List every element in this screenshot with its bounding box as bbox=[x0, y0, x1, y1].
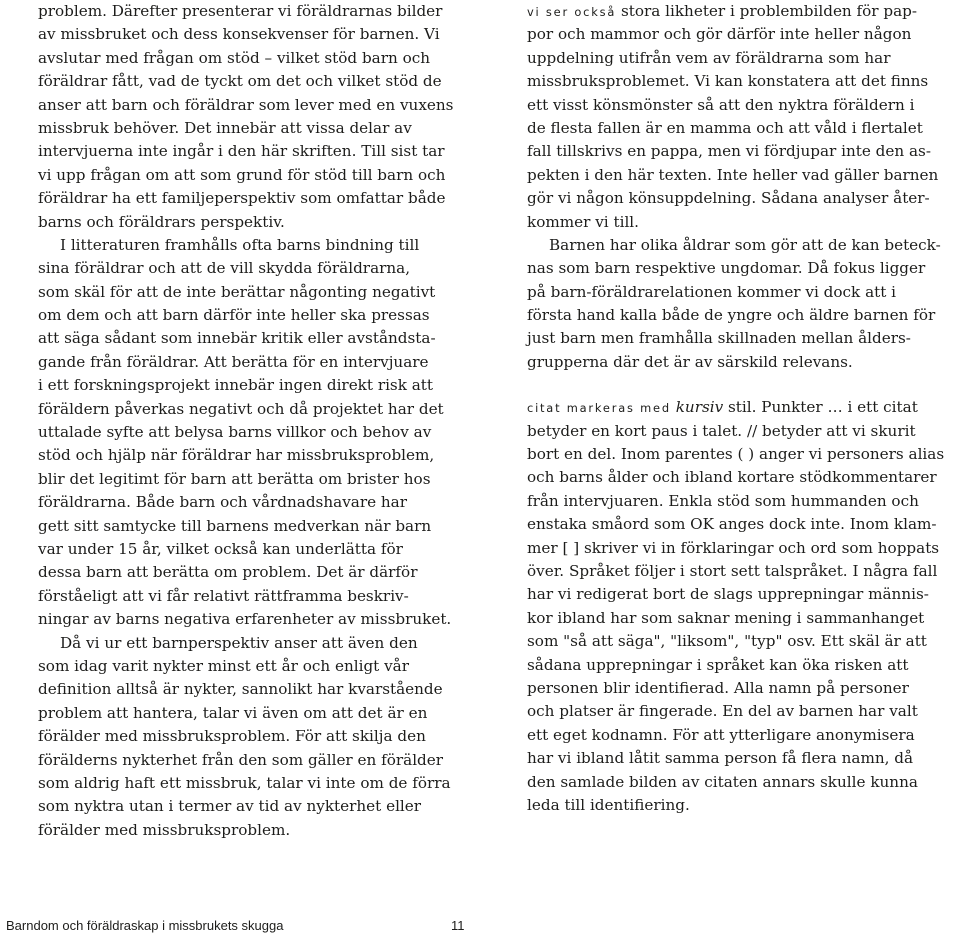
text-line: den samlade bilden av citaten annars skulle kunna bbox=[527, 772, 918, 791]
text-line: kor ibland har som saknar mening i sammanhanget bbox=[527, 608, 925, 627]
small-caps-lead: citat markeras med bbox=[527, 401, 671, 416]
text-line: missbruk behöver. Det innebär att vissa delar av bbox=[38, 118, 412, 137]
right-column bbox=[527, 0, 957, 817]
text-line: som idag varit nykter minst ett år och enligt vår bbox=[38, 656, 409, 675]
text-line: betyder en kort paus i talet. // betyder att vi skurit bbox=[527, 421, 916, 440]
paragraph-gap bbox=[527, 374, 957, 396]
text-line: definition alltså är nykter, sannolikt har kvarstående bbox=[38, 680, 443, 699]
text-line: har vi ibland låtit samma person få flera namn, då bbox=[527, 749, 914, 768]
text-line: Barnen har olika åldrar som gör att de kan beteck- bbox=[549, 235, 941, 254]
text-line: barns och föräldrars perspektiv. bbox=[38, 212, 285, 231]
text-line: gande från föräldrar. Att berätta för en intervjuare bbox=[38, 352, 429, 371]
text-line: har vi redigerat bort de slags upprepningar männis- bbox=[527, 585, 929, 604]
text-line: kommer vi till. bbox=[527, 212, 639, 231]
text-line: föräldrarna. Både barn och vårdnadshavare har bbox=[38, 493, 407, 512]
text-line: problem att hantera, talar vi även om att det är en bbox=[38, 703, 428, 722]
text-line: förälderns nykterhet från den som gäller en förälder bbox=[38, 750, 444, 769]
text-line: ett visst könsmönster så att den nyktra föräldern i bbox=[527, 95, 915, 114]
text-line: i ett forskningsprojekt innebär ingen direkt risk att bbox=[38, 376, 434, 395]
text-line: enstaka småord som OK anges dock inte. Inom klam- bbox=[527, 515, 937, 534]
text-line: gör vi någon könsuppdelning. Sådana analyser åter- bbox=[527, 189, 930, 208]
text-line: som skäl för att de inte berättar någonting negativt bbox=[38, 282, 436, 301]
text-line: Då vi ur ett barnperspektiv anser att även den bbox=[60, 633, 418, 652]
small-caps-lead: vi ser också bbox=[527, 5, 617, 19]
paragraph-opening-line bbox=[527, 396, 957, 419]
text-line: avslutar med frågan om stöd – vilket stöd barn och bbox=[38, 48, 431, 67]
text-line: förälder med missbruksproblem. För att skilja den bbox=[38, 727, 426, 746]
text-line: nas som barn respektive ungdomar. Då fokus ligger bbox=[527, 259, 926, 278]
text-line: stöd och hjälp när föräldrar har missbruksproblem, bbox=[38, 446, 435, 465]
text-line: var under 15 år, vilket också kan underlätta för bbox=[38, 539, 403, 558]
page-number: 11 bbox=[451, 918, 465, 933]
text-line: problem. Därefter presenterar vi föräldrarnas bilder bbox=[38, 2, 443, 20]
text-line: fall tillskrivs en pappa, men vi fördjupar inte den as- bbox=[527, 142, 931, 161]
text-line: föräldrar ha ett familjeperspektiv som omfattar både bbox=[38, 189, 446, 208]
text-line: mer [ ] skriver vi in förklaringar och ord som hoppats bbox=[527, 538, 940, 557]
text-line: de flesta fallen är en mamma och att våld i flertalet bbox=[527, 118, 923, 137]
text-line: föräldrar fått, vad de tyckt om det och vilket stöd de bbox=[38, 72, 442, 91]
text-line: föräldern påverkas negativt och då projektet har det bbox=[38, 399, 444, 418]
text-line: intervjuerna inte ingår i den här skriften. Till sist tar bbox=[38, 142, 445, 161]
text-line: grupperna där det är av särskild relevans. bbox=[527, 352, 853, 371]
text-line: I litteraturen framhålls ofta barns bindning till bbox=[60, 235, 420, 254]
text-line: personen blir identifierad. Alla namn på personer bbox=[527, 678, 909, 697]
footer-title: Barndom och föräldraskap i missbrukets skugga bbox=[6, 918, 284, 933]
text-line: uttalade syfte att belysa barns villkor och behov av bbox=[38, 423, 432, 442]
text-line: som aldrig haft ett missbruk, talar vi inte om de förra bbox=[38, 773, 451, 792]
paragraph-opening-line bbox=[527, 0, 957, 23]
text-line: gett sitt samtycke till barnens medverkan när barn bbox=[38, 516, 432, 535]
text-line: bort en del. Inom parentes ( ) anger vi personers alias bbox=[527, 445, 945, 464]
text-line: och barns ålder och ibland kortare stödkommentarer bbox=[527, 468, 937, 487]
text-line: por och mammor och gör därför inte heller någon bbox=[527, 25, 912, 44]
text-line: dessa barn att berätta om problem. Det är därför bbox=[38, 563, 418, 582]
text-line: som "så att säga", "liksom", "typ" osv. Ett skäl är att bbox=[527, 632, 927, 651]
text-line: vi upp frågan om att som grund för stöd till barn och bbox=[38, 165, 446, 184]
text-line: just barn men framhålla skillnaden mellan ålders- bbox=[527, 329, 911, 348]
left-column bbox=[38, 0, 468, 842]
text-line: blir det legitimt för barn att berätta om brister hos bbox=[38, 469, 431, 488]
text-line: om dem och att barn därför inte heller ska pressas bbox=[38, 306, 430, 325]
text-line: och platser är fingerade. En del av barnen har valt bbox=[527, 702, 918, 721]
text-line: att säga sådant som innebär kritik eller avståndsta- bbox=[38, 329, 436, 348]
text-line: från intervjuaren. Enkla stöd som hummanden och bbox=[527, 491, 919, 510]
text-line: ningar av barns negativa erfarenheter av missbruket. bbox=[38, 610, 452, 629]
text-line: anser att barn och föräldrar som lever med en vuxens bbox=[38, 95, 454, 114]
text-line: uppdelning utifrån vem av föräldrarna som har bbox=[527, 48, 891, 67]
text-line: pekten i den här texten. Inte heller vad gäller barnen bbox=[527, 165, 939, 184]
text-line: förståeligt att vi får relativt rättframma beskriv- bbox=[38, 586, 409, 605]
text-line: över. Språket följer i stort sett talspråket. I några fall bbox=[527, 561, 938, 580]
text-line: som nyktra utan i termer av tid av nykterhet eller bbox=[38, 797, 422, 816]
text-line: första hand kalla både de yngre och äldre barnen för bbox=[527, 306, 936, 325]
text-line: på barn-föräldrarelationen kommer vi dock att i bbox=[527, 282, 897, 301]
text-line: sina föräldrar och att de vill skydda föräldrarna, bbox=[38, 259, 411, 278]
text-fragment: stora likheter i problembilden för pap- bbox=[620, 2, 918, 20]
text-fragment: stil. Punkter … i ett citat bbox=[728, 398, 918, 417]
text-line: missbruksproblemet. Vi kan konstatera att det finns bbox=[527, 72, 929, 91]
italic-word: kursiv bbox=[675, 398, 724, 417]
text-line: sådana upprepningar i språket kan öka risken att bbox=[527, 655, 909, 674]
text-line: leda till identifiering. bbox=[527, 795, 690, 814]
text-line: av missbruket och dess konsekvenser för barnen. Vi bbox=[38, 25, 440, 44]
text-line: ett eget kodnamn. För att ytterligare anonymisera bbox=[527, 725, 915, 744]
text-line: förälder med missbruksproblem. bbox=[38, 820, 291, 839]
